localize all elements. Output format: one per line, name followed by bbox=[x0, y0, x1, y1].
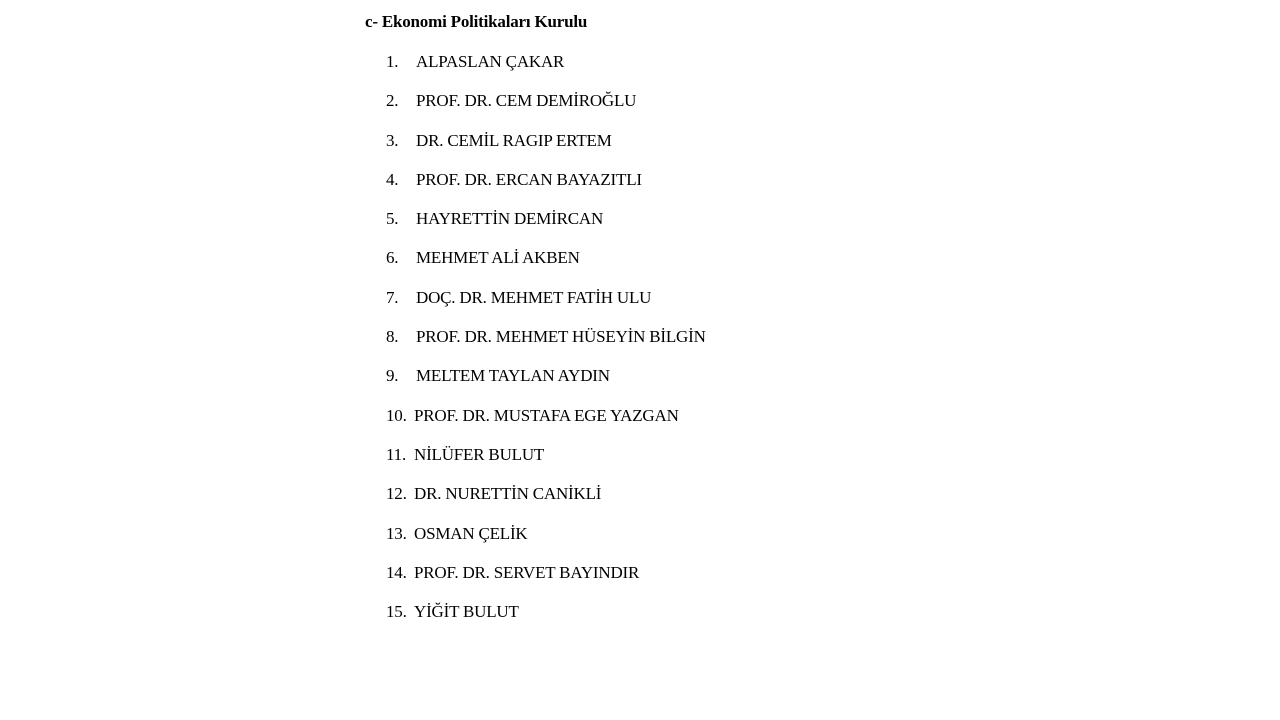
item-number: 2. bbox=[386, 91, 399, 111]
list-item bbox=[386, 247, 706, 286]
member-name: PROF. DR. MEHMET HÜSEYİN BİLGİN bbox=[416, 327, 706, 347]
item-number: 6. bbox=[386, 248, 399, 268]
item-number: 11. bbox=[386, 444, 407, 464]
section-heading: c- Ekonomi Politikaları Kurulu bbox=[365, 12, 588, 31]
item-number: 8. bbox=[386, 327, 399, 347]
list-item bbox=[386, 130, 706, 169]
member-name: NİLÜFER BULUT bbox=[414, 444, 545, 464]
member-name: OSMAN ÇELİK bbox=[414, 523, 528, 543]
member-name: DOÇ. DR. MEHMET FATİH ULU bbox=[416, 287, 652, 307]
item-number: 15. bbox=[386, 602, 407, 622]
member-name: DR. NURETTİN CANİKLİ bbox=[414, 484, 602, 504]
item-number: 5. bbox=[386, 209, 399, 229]
item-number: 13. bbox=[386, 523, 407, 543]
member-list bbox=[386, 51, 706, 640]
list-item bbox=[386, 51, 706, 90]
list-item bbox=[386, 444, 706, 483]
member-name: HAYRETTİN DEMİRCAN bbox=[416, 209, 604, 229]
member-name: MELTEM TAYLAN AYDIN bbox=[416, 366, 610, 386]
member-name: DR. CEMİL RAGIP ERTEM bbox=[416, 130, 612, 150]
item-number: 10. bbox=[386, 405, 407, 425]
member-name: PROF. DR. ERCAN BAYAZITLI bbox=[416, 169, 642, 189]
list-item bbox=[386, 287, 706, 326]
list-item bbox=[386, 208, 706, 247]
list-item bbox=[386, 169, 706, 208]
member-name: ALPASLAN ÇAKAR bbox=[416, 52, 565, 71]
item-number: 4. bbox=[386, 169, 399, 189]
list-item bbox=[386, 405, 706, 444]
list-item bbox=[386, 562, 706, 601]
item-number: 7. bbox=[386, 287, 399, 307]
item-number: 12. bbox=[386, 484, 407, 504]
member-name: PROF. DR. SERVET BAYINDIR bbox=[414, 562, 640, 582]
member-name: MEHMET ALİ AKBEN bbox=[416, 248, 580, 268]
item-number: 14. bbox=[386, 562, 407, 582]
item-number: 3. bbox=[386, 130, 399, 150]
list-item bbox=[386, 601, 706, 640]
list-item bbox=[386, 483, 706, 522]
member-name: YİĞİT BULUT bbox=[414, 602, 519, 622]
list-item bbox=[386, 365, 706, 404]
list-item bbox=[386, 523, 706, 562]
member-name: PROF. DR. MUSTAFA EGE YAZGAN bbox=[414, 405, 679, 425]
list-item bbox=[386, 326, 706, 365]
list-item bbox=[386, 90, 706, 129]
item-number: 1. bbox=[386, 52, 399, 71]
item-number: 9. bbox=[386, 366, 399, 386]
member-name: PROF. DR. CEM DEMİROĞLU bbox=[416, 91, 637, 111]
